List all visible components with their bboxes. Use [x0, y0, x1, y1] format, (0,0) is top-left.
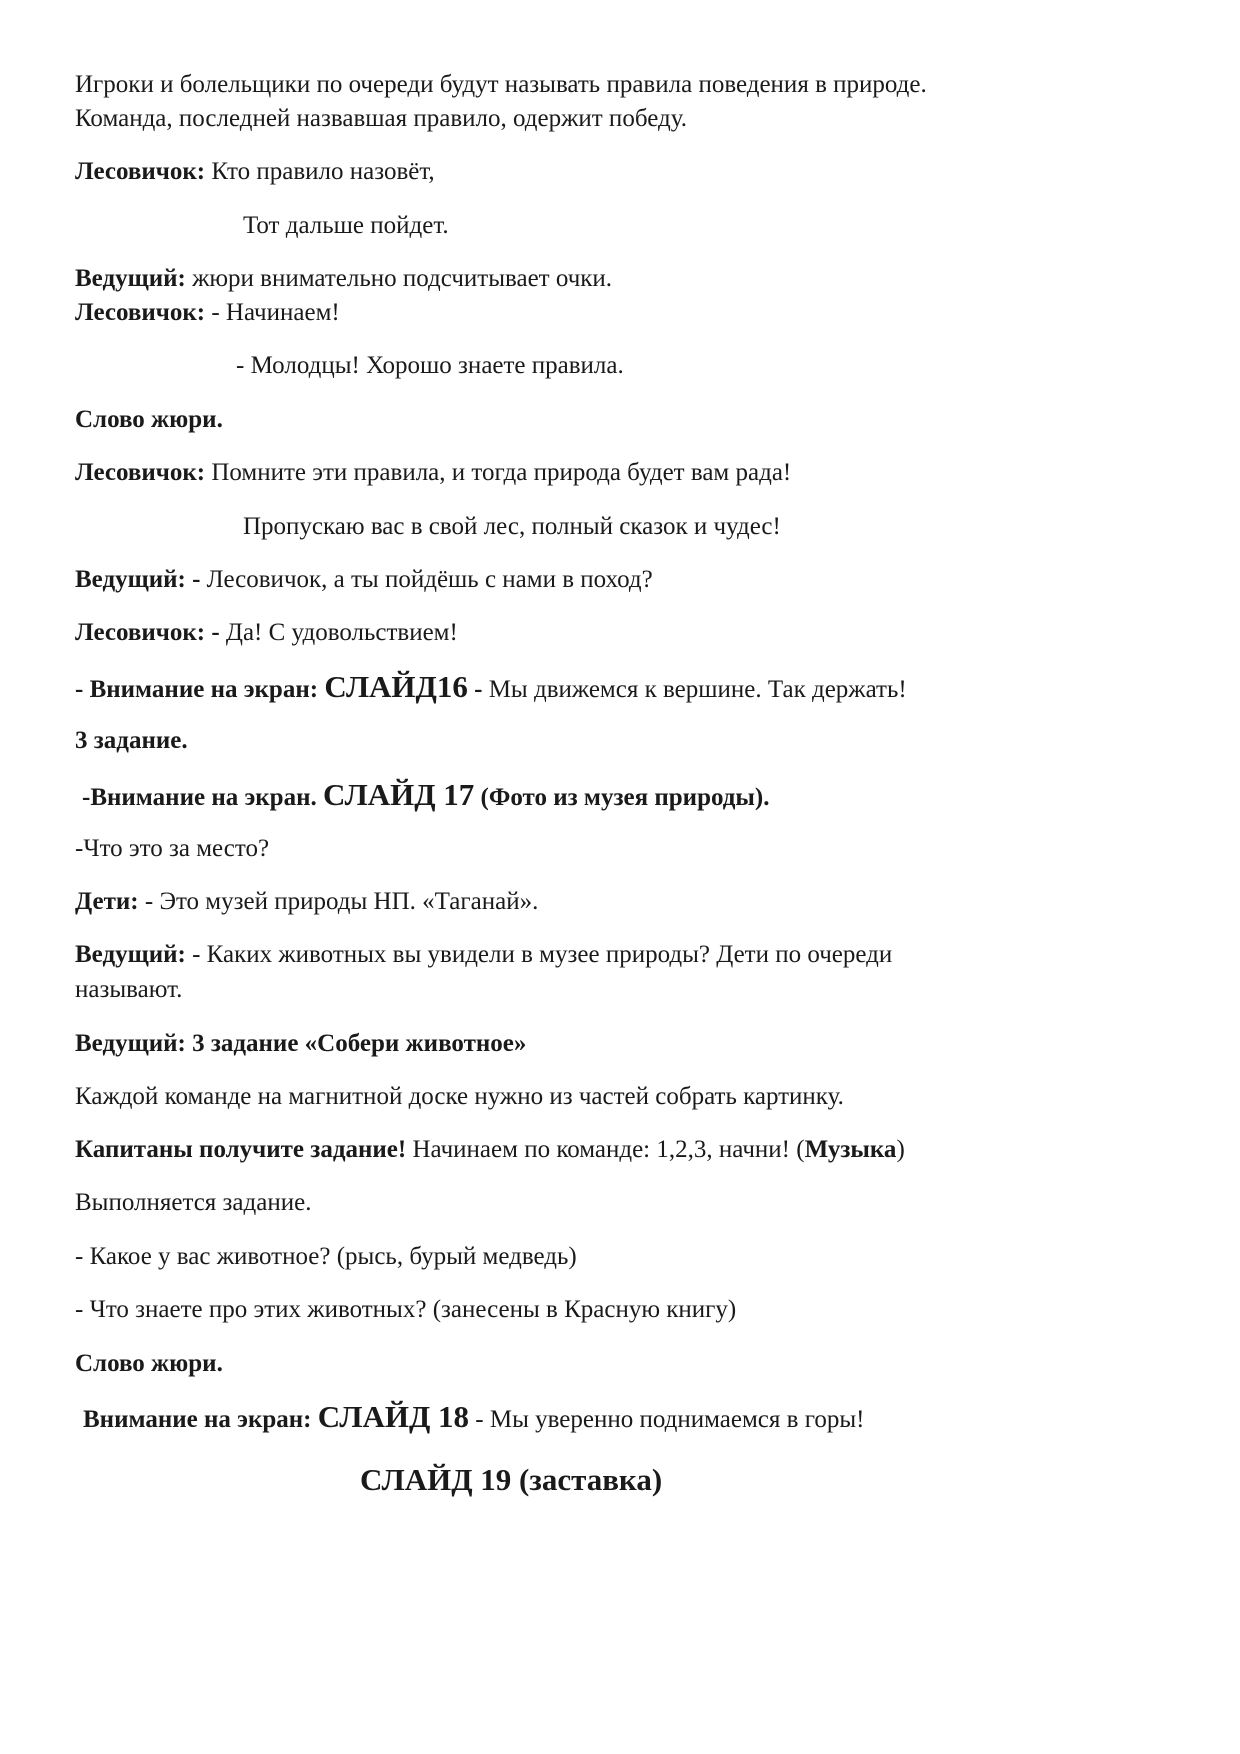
slide-caption: Мы движемся к вершине. Так держать! [482, 676, 907, 703]
jury-word-2: Слово жюри. [75, 1350, 223, 1377]
speaker-label: Ведущий: - [75, 566, 201, 593]
question-place: -Что это за место? [75, 835, 270, 862]
lesovichok-line-1-continuation: Тот дальше пойдет. [243, 212, 449, 239]
speaker-label: Дети: [75, 888, 139, 915]
dialogue-text: Кто правило назовёт, [205, 158, 435, 185]
speaker-label: Лесовичок: - [75, 619, 220, 646]
host-task3-title: Ведущий: 3 задание «Собери животное» [75, 1030, 527, 1057]
question-animal: - Какое у вас животное? (рысь, бурый медведь) [75, 1243, 577, 1270]
slide-number: СЛАЙД 17 [323, 777, 475, 812]
slide16-line [75, 668, 907, 705]
dialogue-text: Лесовичок, а ты пойдёшь с нами в поход? [200, 566, 653, 593]
dialogue-text: Да! С удовольствием! [219, 619, 458, 646]
slide-caption: - Мы уверенно поднимаемся в горы! [469, 1406, 865, 1433]
task-description: Каждой команде на магнитной доске нужно из частей собрать картинку. [75, 1083, 844, 1110]
slide17-line [82, 776, 770, 813]
screen-attention-label: Внимание на экран: [83, 1406, 318, 1433]
rules-intro-line2: Команда, последней назвавшая правило, одержит победу. [75, 105, 687, 132]
start-command: Начинаем по команде: 1,2,3, начни! ( [406, 1136, 805, 1163]
lesovichok-line-2-continuation: - Молодцы! Хорошо знаете правила. [236, 352, 624, 379]
screen-attention-label: - Внимание на экран: [75, 676, 325, 703]
slide-number: СЛАЙД16 [324, 669, 468, 704]
slide18-line [83, 1398, 864, 1435]
host-line-3 [75, 940, 892, 970]
captains-line [75, 1135, 905, 1165]
question-know: - Что знаете про этих животных? (занесены в Красную книгу) [75, 1296, 737, 1323]
dash: - [467, 676, 483, 703]
host-line-3-continuation: называют. [75, 976, 183, 1003]
rules-intro-line1: Игроки и болельщики по очереди будут называть правила поведения в природе. [75, 71, 927, 98]
screen-attention-label: -Внимание на экран. [82, 784, 323, 811]
host-line-1 [75, 264, 612, 294]
dialogue-text: - Начинаем! [205, 299, 340, 326]
speaker-label: Лесовичок: [75, 158, 206, 185]
speaker-label: Ведущий: [75, 941, 186, 968]
dialogue-text: - Каких животных вы увидели в музее природы? Дети по очереди [185, 941, 893, 968]
dialogue-text: - Это музей природы НП. «Таганай». [138, 888, 539, 915]
task-in-progress: Выполняется задание. [75, 1189, 312, 1216]
music-cue: Музыка [804, 1136, 897, 1163]
closing-paren: ) [896, 1136, 905, 1163]
slide-number: СЛАЙД 18 [317, 1399, 470, 1434]
lesovichok-line-4 [75, 618, 458, 648]
dialogue-text: Помните эти правила, и тогда природа будет вам рада! [205, 459, 792, 486]
speaker-label: Лесовичок: [75, 299, 206, 326]
dialogue-text: жюри внимательно подсчитывает очки. [185, 265, 613, 292]
lesovichok-line-3-continuation: Пропускаю вас в свой лес, полный сказок и чудес! [243, 513, 781, 540]
captains-call: Капитаны получите задание! [75, 1136, 407, 1163]
speaker-label: Ведущий: [75, 265, 186, 292]
speaker-label: Лесовичок: [75, 459, 206, 486]
lesovichok-line-2 [75, 298, 340, 328]
children-line-1 [75, 887, 538, 917]
jury-word-1: Слово жюри. [75, 406, 223, 433]
lesovichok-line-1 [75, 157, 435, 187]
slide-note: (Фото из музея природы). [474, 784, 770, 811]
task3-heading: 3 задание. [75, 727, 188, 754]
slide19-title: СЛАЙД 19 (заставка) [360, 1462, 663, 1497]
lesovichok-line-3 [75, 458, 791, 488]
host-line-2 [75, 565, 653, 595]
